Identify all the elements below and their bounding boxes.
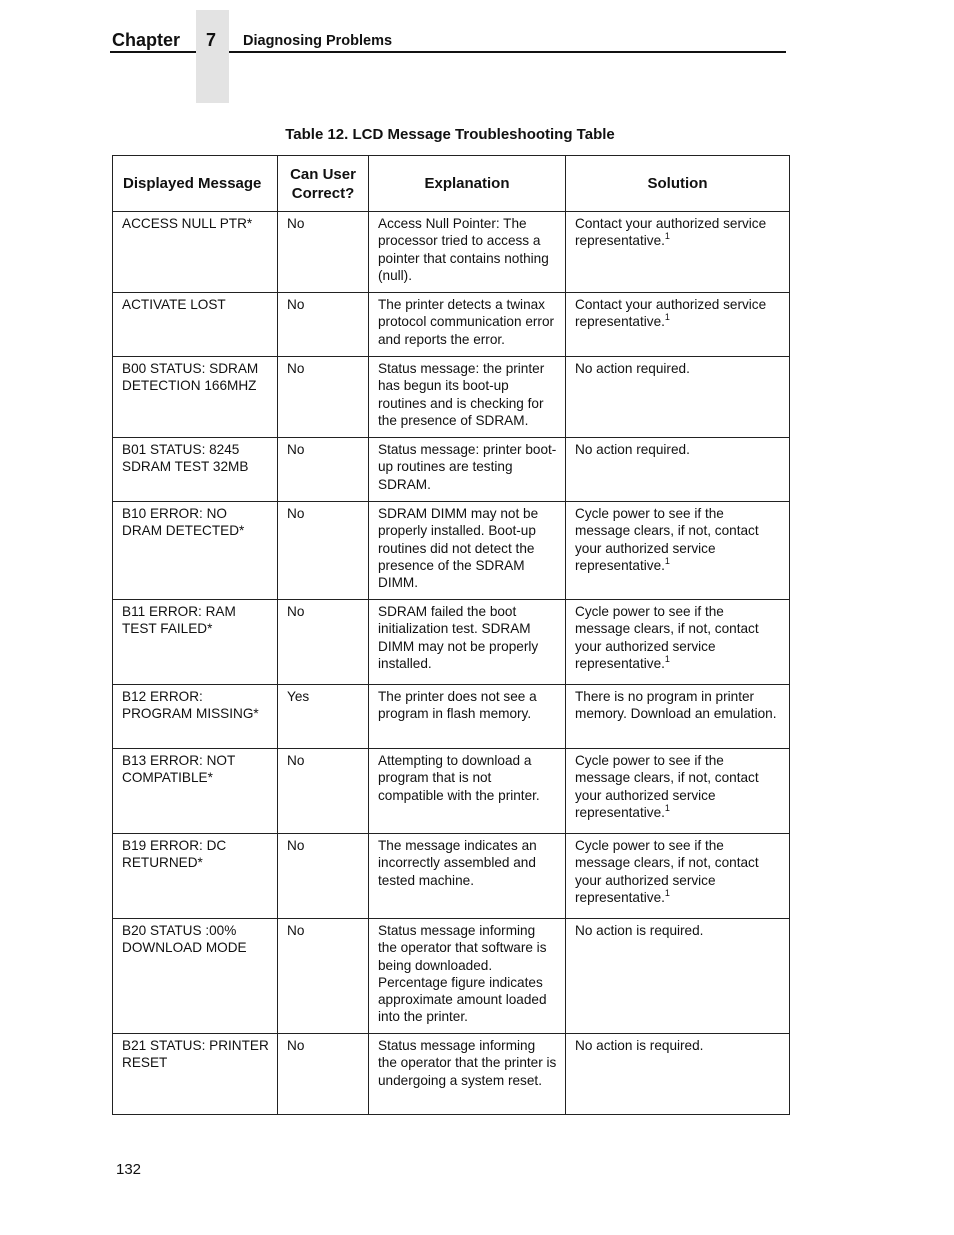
can-user-correct-cell [278,834,369,919]
column-header-solution: Solution [566,156,790,212]
footnote-marker: 1 [664,887,670,898]
table-row [113,212,790,293]
can-user-correct-text: No [287,506,305,521]
can-user-correct-text: No [287,604,305,619]
message-text: B13 ERROR: NOT COMPATIBLE* [122,753,236,786]
can-user-correct-text: No [287,923,305,938]
table-row [113,834,790,919]
can-user-correct-text: No [287,216,305,231]
message-cell [113,502,278,600]
solution-cell [566,502,790,600]
can-user-correct-text: No [287,1038,305,1053]
table-row [113,357,790,438]
page-number: 132 [116,1161,142,1178]
can-user-correct-cell [278,749,369,834]
header-rule [110,51,196,53]
solution-text: Contact your authorized service representative. [575,297,767,330]
footnote-marker: 1 [664,231,670,242]
can-user-correct-cell [278,357,369,438]
can-user-correct-cell [278,502,369,600]
solution-cell [566,438,790,502]
chapter-tab [196,10,229,103]
solution-text: Cycle power to see if the message clears, if not, contact your authorized service representative. [575,838,759,905]
can-user-correct-cell [278,685,369,749]
can-user-correct-text: No [287,838,305,853]
solution-cell [566,293,790,357]
message-cell [113,293,278,357]
message-cell [113,685,278,749]
explanation-cell [369,212,566,293]
can-user-correct-text: No [287,361,305,376]
table-body [113,212,790,1115]
explanation-text: SDRAM failed the boot initialization test. SDRAM DIMM may not be properly installed. [378,604,539,671]
explanation-text: The printer does not see a program in flash memory. [378,689,537,722]
column-header-explanation: Explanation [369,156,566,212]
lcd-message-table [112,155,790,1115]
table-row [113,600,790,685]
message-text: ACCESS NULL PTR* [122,216,253,231]
message-cell [113,1034,278,1115]
explanation-cell [369,600,566,685]
explanation-text: The printer detects a twinax protocol communication error and reports the error. [378,297,555,347]
explanation-cell [369,1034,566,1115]
can-user-correct-cell [278,438,369,502]
footnote-marker: 1 [664,312,670,323]
solution-text: Cycle power to see if the message clears, if not, contact your authorized service representative. [575,506,759,573]
explanation-text: Access Null Pointer: The processor tried to access a pointer that contains nothing (null). [378,216,549,283]
explanation-cell [369,502,566,600]
explanation-cell [369,357,566,438]
explanation-text: Status message: printer boot-up routines are testing SDRAM. [378,442,557,492]
footnote-marker: 1 [664,802,670,813]
message-cell [113,600,278,685]
table-row [113,919,790,1034]
solution-cell [566,212,790,293]
can-user-correct-cell [278,1034,369,1115]
chapter-label: Chapter [112,30,181,50]
table-row [113,1034,790,1115]
explanation-cell [369,919,566,1034]
explanation-cell [369,749,566,834]
explanation-cell [369,685,566,749]
solution-cell [566,919,790,1034]
table-row [113,685,790,749]
table-caption: Table 12. LCD Message Troubleshooting Table [285,126,615,143]
message-cell [113,749,278,834]
message-text: B20 STATUS :00% DOWNLOAD MODE [122,923,247,956]
table-row [113,438,790,502]
solution-cell [566,600,790,685]
message-cell [113,438,278,502]
table-row [113,749,790,834]
solution-cell [566,834,790,919]
solution-cell [566,685,790,749]
message-text: B00 STATUS: SDRAM DETECTION 166MHZ [122,361,259,394]
explanation-cell [369,293,566,357]
section-title: Diagnosing Problems [243,33,393,49]
solution-text: Cycle power to see if the message clears, if not, contact your authorized service representative. [575,604,759,671]
footnote-marker: 1 [664,653,670,664]
solution-text: Contact your authorized service representative. [575,216,767,249]
solution-text: Cycle power to see if the message clears, if not, contact your authorized service representative. [575,753,759,820]
message-cell [113,919,278,1034]
can-user-correct-text: No [287,753,305,768]
message-cell [113,212,278,293]
explanation-text: Attempting to download a program that is not compatible with the printer. [378,753,540,803]
table-row [113,502,790,600]
explanation-text: Status message informing the operator that the printer is undergoing a system reset. [378,1038,557,1088]
message-text: B01 STATUS: 8245 SDRAM TEST 32MB [122,442,249,475]
can-user-correct-text: No [287,442,305,457]
can-user-correct-cell [278,919,369,1034]
explanation-cell [369,834,566,919]
message-text: B21 STATUS: PRINTER RESET [122,1038,269,1071]
explanation-text: Status message informing the operator that software is being downloaded. Percentage figure indicates approximate amount loaded into the printer. [378,923,547,1025]
message-text: ACTIVATE LOST [122,297,226,312]
can-user-correct-text: Yes [287,689,310,704]
column-header-displayed-message: Displayed Message [113,156,278,212]
message-cell [113,357,278,438]
explanation-text: The message indicates an incorrectly assembled and tested machine. [378,838,537,888]
explanation-cell [369,438,566,502]
can-user-correct-cell [278,212,369,293]
can-user-correct-cell [278,293,369,357]
message-text: B12 ERROR: PROGRAM MISSING* [122,689,259,722]
solution-text: There is no program in printer memory. Download an emulation. [575,689,777,722]
footnote-marker: 1 [664,555,670,566]
table-row [113,293,790,357]
solution-cell [566,357,790,438]
can-user-correct-text: No [287,297,305,312]
explanation-text: Status message: the printer has begun its boot-up routines and is checking for the presence of SDRAM. [378,361,545,428]
can-user-correct-cell [278,600,369,685]
header-rule [229,51,786,53]
explanation-text: SDRAM DIMM may not be properly installed. Boot-up routines did not detect the presence of the SDRAM DIMM. [378,506,539,591]
chapter-number: 7 [205,30,216,50]
message-cell [113,834,278,919]
message-text: B10 ERROR: NO DRAM DETECTED* [122,506,245,539]
solution-text: No action is required. [575,1038,704,1053]
solution-cell [566,749,790,834]
column-header-can-user-correct: Can User Correct? [278,156,369,212]
table-header-row [113,156,790,212]
solution-text: No action required. [575,361,690,376]
message-text: B19 ERROR: DC RETURNED* [122,838,227,871]
solution-text: No action required. [575,442,690,457]
solution-text: No action is required. [575,923,704,938]
message-text: B11 ERROR: RAM TEST FAILED* [122,604,236,637]
solution-cell [566,1034,790,1115]
